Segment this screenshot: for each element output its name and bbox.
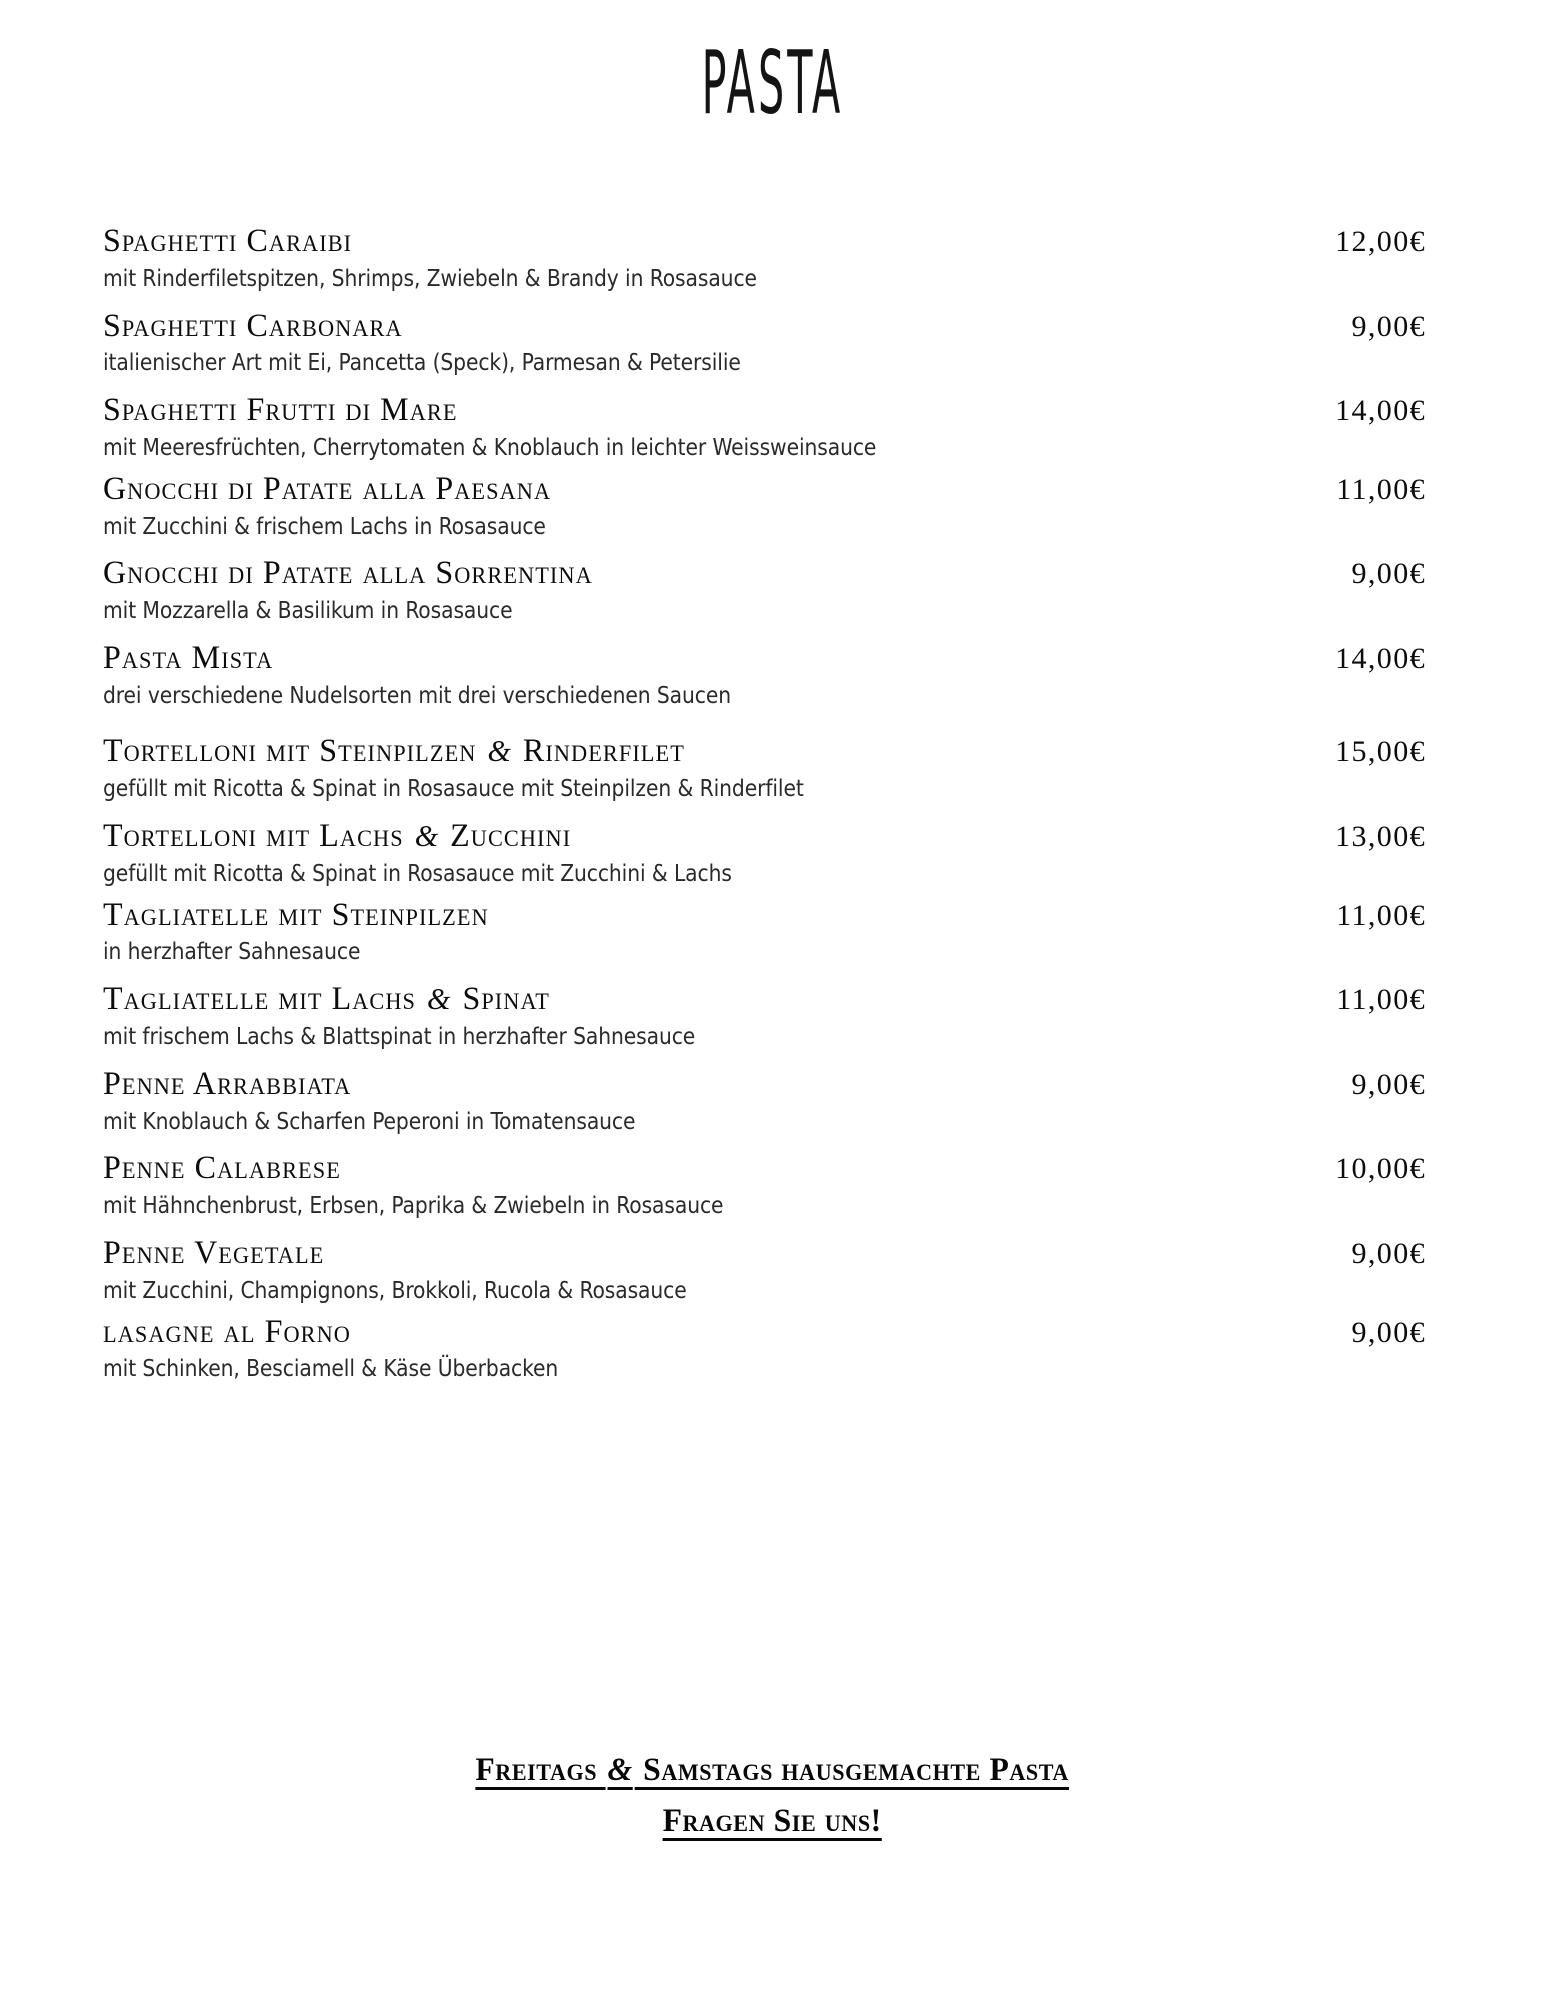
menu-item-head: [103, 1309, 1448, 1356]
menu-item-name: Gnocchi di Patate alla Sorrentina: [103, 555, 593, 592]
menu-item-description: gefüllt mit Ricotta & Spinat in Rosasauce mit Steinpilzen & Rinderfilet: [103, 774, 804, 803]
menu-item: [103, 466, 1448, 543]
menu-item-price: 14,00€: [1335, 641, 1426, 675]
menu-item-name: Penne Vegetale: [103, 1234, 325, 1271]
footer-note: [0, 1745, 1545, 1847]
menu-item-description: gefüllt mit Ricotta & Spinat in Rosasauce mit Zucchini & Lachs: [103, 858, 732, 887]
menu-item-name: Penne Arrabbiata: [103, 1065, 352, 1102]
ampersand-icon: &: [487, 733, 512, 769]
menu-item-name: [103, 728, 685, 775]
menu-item: [103, 892, 1448, 969]
ampersand-icon: &: [414, 818, 440, 854]
menu-item-name-prefix: Tortelloni mit Steinpilzen: [103, 733, 486, 770]
menu-item-name: lasagne al Forno: [103, 1313, 351, 1350]
menu-item-description: in herzhafter Sahnesauce: [103, 937, 361, 966]
menu-item-name-suffix: Zucchini: [441, 818, 572, 855]
menu-item-name: Spaghetti Caraibi: [103, 223, 353, 259]
menu-item-head: [103, 550, 1448, 597]
menu-item-name: Tagliatelle mit Steinpilzen: [103, 896, 489, 933]
menu-item-name-suffix: Rinderfilet: [513, 733, 685, 770]
menu-item: [103, 1145, 1448, 1222]
menu-item: [103, 218, 1448, 295]
menu-item-description: mit Zucchini & frischem Lachs in Rosasauce: [103, 511, 546, 540]
menu-item-head: [103, 976, 1448, 1023]
menu-item-description: mit Hähnchenbrust, Erbsen, Paprika & Zwiebeln in Rosasauce: [103, 1191, 724, 1220]
menu-item: [103, 1309, 1448, 1386]
menu-item-price: 13,00€: [1335, 820, 1426, 854]
menu-item-price: 9,00€: [1351, 557, 1426, 591]
footer-line-1: [476, 1745, 1070, 1796]
menu-item-name: Penne Calabrese: [103, 1150, 341, 1187]
menu-item-head: [103, 892, 1448, 939]
menu-item: [103, 976, 1448, 1053]
menu-item-head: [103, 1061, 1448, 1108]
menu-item: [103, 387, 1448, 464]
menu-item-name: Spaghetti Frutti di Mare: [103, 392, 458, 429]
menu-item: [103, 813, 1448, 890]
menu-item-description: mit Zucchini, Champignons, Brokkoli, Rucola & Rosasauce: [103, 1275, 687, 1304]
menu-item-name: [103, 813, 571, 860]
menu-item-description: mit frischem Lachs & Blattspinat in herzhafter Sahnesauce: [103, 1022, 696, 1051]
menu-item-description: mit Rinderfiletspitzen, Shrimps, Zwiebeln & Brandy in Rosasauce: [103, 263, 757, 292]
menu-item: [103, 1230, 1448, 1307]
menu-item-name: Pasta Mista: [103, 639, 274, 676]
footer-line-1-prefix: Freitags: [475, 1752, 606, 1788]
menu-item: [103, 635, 1448, 712]
menu-item-name-prefix: Tagliatelle mit Lachs: [103, 981, 426, 1018]
menu-item-head: [103, 813, 1448, 860]
menu-item-price: 9,00€: [1351, 309, 1426, 343]
menu-item-description: drei verschiedene Nudelsorten mit drei verschiedenen Saucen: [103, 680, 731, 709]
menu-item-price: 12,00€: [1335, 225, 1426, 258]
menu-item: [103, 550, 1448, 627]
menu-item: [103, 303, 1448, 380]
menu-item-description: italienischer Art mit Ei, Pancetta (Speck), Parmesan & Petersilie: [103, 348, 741, 377]
menu-item-price: 9,00€: [1351, 1236, 1426, 1270]
menu-item-price: 9,00€: [1351, 1067, 1426, 1101]
menu-item-name-suffix: Spinat: [453, 981, 550, 1018]
menu-item-name: Spaghetti Carbonara: [103, 307, 403, 344]
menu-list: [103, 218, 1448, 1393]
menu-item-description: mit Schinken, Besciamell & Käse Überbacken: [103, 1354, 559, 1383]
menu-item-description: mit Knoblauch & Scharfen Peperoni in Tomatensauce: [103, 1106, 636, 1135]
menu-item-price: 11,00€: [1336, 472, 1426, 506]
menu-item-price: 9,00€: [1351, 1315, 1426, 1349]
menu-item-name: Gnocchi di Patate alla Paesana: [103, 470, 552, 507]
footer-ampersand-icon: &: [607, 1752, 634, 1788]
ampersand-icon: &: [426, 981, 452, 1017]
menu-item-description: mit Mozzarella & Basilikum in Rosasauce: [103, 596, 513, 625]
menu-item-head: [103, 635, 1448, 682]
menu-item-name-prefix: Tortelloni mit Lachs: [103, 818, 413, 855]
menu-item-price: 11,00€: [1336, 983, 1426, 1017]
page-title: PASTA: [701, 32, 844, 135]
menu-item: [103, 1061, 1448, 1138]
menu-item-description: mit Meeresfrüchten, Cherrytomaten & Knoblauch in leichter Weissweinsauce: [103, 433, 877, 462]
menu-item-price: 11,00€: [1336, 898, 1426, 932]
footer-line-2: Fragen Sie uns!: [662, 1803, 883, 1840]
menu-item-head: [103, 387, 1448, 434]
menu-item-head: [103, 728, 1448, 775]
menu-item-head: [103, 466, 1448, 513]
menu-item: [103, 728, 1448, 805]
menu-item-price: 15,00€: [1335, 735, 1426, 769]
menu-item-price: 10,00€: [1335, 1152, 1426, 1186]
menu-item-head: [103, 1230, 1448, 1277]
menu-item-head: [103, 303, 1448, 350]
menu-item-head: [103, 1145, 1448, 1192]
menu-item-price: 14,00€: [1335, 394, 1426, 428]
menu-item-head: [103, 218, 1448, 265]
menu-item-name: [103, 976, 550, 1023]
footer-line-1-suffix: Samstags hausgemachte Pasta: [634, 1752, 1070, 1788]
